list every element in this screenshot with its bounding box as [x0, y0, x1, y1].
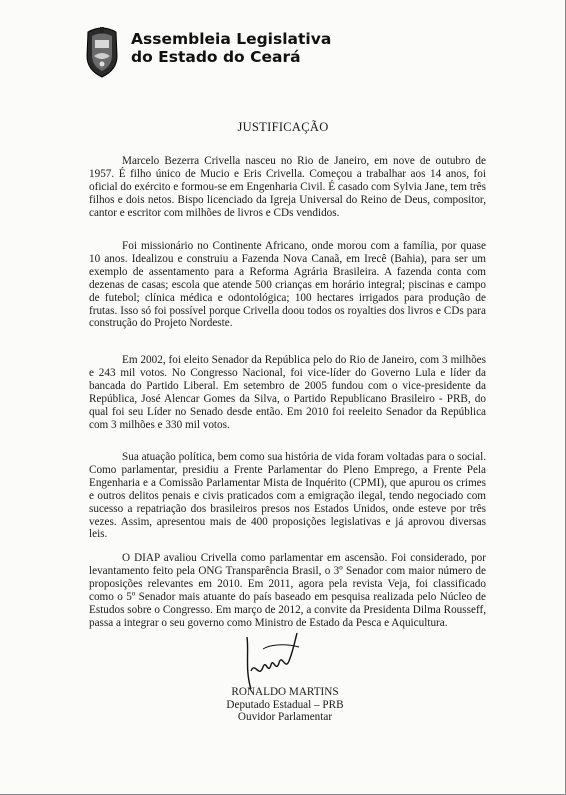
organization-name [131, 30, 331, 66]
org-name-line1: Assembleia Legislativa [131, 30, 332, 48]
paragraph-political-work: Sua atuação política, bem como sua história de vida foram voltadas para o social. Como parlamentar, presidiu a Frente Parlamentar do Pleno Emprego, a Frente Pela Engenharia e a Comissão Parlamentar Mista de Inquérito (CPMI), que apurou os crimes e outros delitos penais e civis praticados com a emigração ilegal, tendo negociado com sucesso a repatriação dos brasileiros presos nos Estados Unidos, onde esteve por três vezes. Assim, apresentou mais de 400 proposições legislativas e já aprovou diversas leis. [89, 451, 486, 541]
signature-block [210, 686, 360, 724]
signer-office: Ouvidor Parlamentar [237, 711, 333, 724]
org-name-line2: do Estado do Ceará [131, 48, 301, 66]
document-title: JUSTIFICAÇÃO [237, 120, 329, 134]
paragraph-evaluation: O DIAP avaliou Crivella como parlamentar em ascensão. Foi considerado, por levantamento feito pela ONG Transparência Brasil, o 3º Senador com maior número de proposições relevantes em 2010. Em 2011, agora pela revista Veja, foi classificado como o 5º Senador mais atuante do país baseado em pesquisa realizada pelo Núcleo de Estudos sobre o Congresso. Em março de 2012, a convite da Presidenta Dilma Rousseff, passa a integrar o seu governo como Ministro de Estado da Pesca e Aquicultura. [89, 552, 486, 629]
signer-name: RONALDO MARTINS [231, 686, 339, 698]
paragraph-biography: Marcelo Bezerra Crivella nasceu no Rio de Janeiro, em nove de outubro de 1957. É filho único de Mucio e Eris Crivella. Começou a trabalhar aos 14 anos, foi oficial do exército e formou-se em Engenharia Civil. É casado com Sylvia Jane, tem três filhos e dois netos. Bispo licenciado da Igreja Universal do Reino de Deus, compositor, cantor e escritor com milhões de livros e CDs vendidos. [89, 155, 486, 219]
signer-role: Deputado Estadual – PRB [226, 698, 344, 711]
paragraph-senate: Em 2002, foi eleito Senador da República pelo do Rio de Janeiro, com 3 milhões e 243 mil votos. No Congresso Nacional, foi vice-líder do Governo Lula e líder da bancada do Partido Liberal. Em setembro de 2005 fundou com o vice-presidente da República, José Alencar Gomes da Silva, o Partido Republicano Brasileiro - PRB, do qual foi seu Líder no Senado desde então. Em 2010 foi reeleito Senador da República com 3 milhões e 330 mil votos. [89, 354, 486, 431]
state-coat-of-arms-icon [84, 26, 120, 78]
paragraph-missionary: Foi missionário no Continente Africano, onde morou com a família, por quase 10 anos. Idealizou e construiu a Fazenda Nova Canaã, em Irecê (Bahia), para ser um exemplo de assentamento para a Reforma Agrária Brasileira. A fazenda conta com dezenas de casas; escola que atende 500 crianças em horário integral; piscinas e campo de futebol; clínica médica e odontológica; 100 hectares irrigados para produção de frutas. Isso só foi possível porque Crivella doou todos os royalties dos livros e CDs para construção do Projeto Nordeste. [89, 240, 486, 330]
